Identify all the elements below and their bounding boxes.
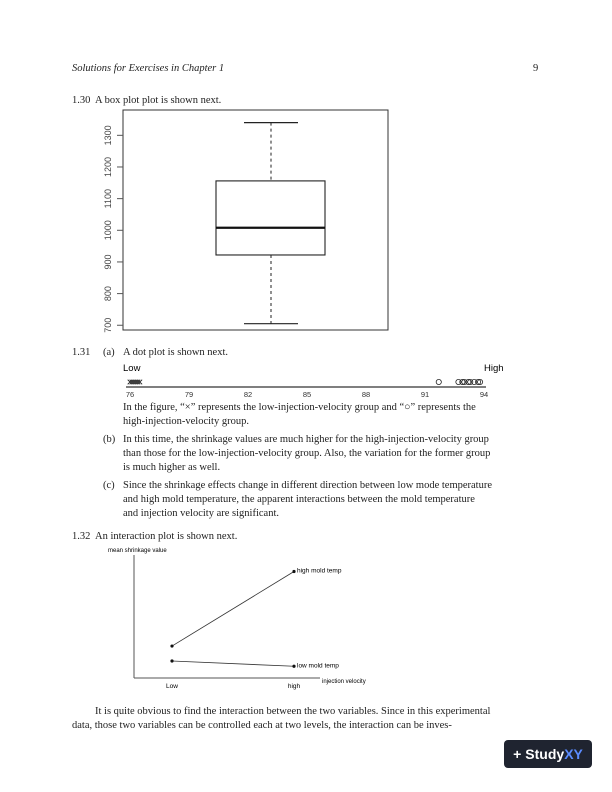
part-text: than those for the low-injection-velocity group. Also, the variation for the former group xyxy=(123,448,491,459)
x-tick-label: 88 xyxy=(361,390,371,399)
part-text: A dot plot is shown next. xyxy=(123,347,229,358)
part-text: and high mold temperature, the apparent interactions between the mold temperature xyxy=(123,494,475,505)
data-point xyxy=(170,644,173,647)
part-text: is much higher as well. xyxy=(123,462,221,473)
part-label: (b) xyxy=(103,434,116,445)
y-tick-label: 800 xyxy=(103,286,113,302)
part-text: and injection velocity are significant. xyxy=(123,508,279,519)
part-text: In this time, the shrinkage values are much higher for the high-injection-velocity group xyxy=(123,434,489,445)
x-category-label: Low xyxy=(166,683,178,690)
x-tick-label: 76 xyxy=(125,390,135,399)
x-category-label: high xyxy=(287,683,301,690)
part-text: high-injection-velocity group. xyxy=(123,416,249,427)
y-tick-label: 900 xyxy=(103,254,113,270)
exercise-number: 1.30 xyxy=(72,95,91,106)
y-tick-label: 1300 xyxy=(103,125,113,146)
exercise-text: An interaction plot is shown next. xyxy=(95,531,238,542)
exercise-number: 1.31 xyxy=(72,347,91,358)
studyxy-logo xyxy=(504,740,592,768)
x-tick-label: 82 xyxy=(243,390,253,399)
y-tick-label: 700 xyxy=(103,317,113,333)
plus-icon: + xyxy=(513,746,522,762)
series-line xyxy=(172,572,294,647)
x-tick-label: 85 xyxy=(302,390,312,399)
y-tick-label: 1000 xyxy=(103,220,113,241)
low-label: Low xyxy=(123,363,141,374)
part-label: (c) xyxy=(103,480,115,491)
x-axis-label: injection velocity xyxy=(322,679,366,685)
exercise-number: 1.32 xyxy=(72,531,91,542)
y-tick-label: 1100 xyxy=(103,188,113,209)
data-point xyxy=(292,570,295,573)
logo-text: Study xyxy=(525,746,565,762)
x-tick-label: 79 xyxy=(184,390,194,399)
data-point xyxy=(170,659,173,662)
paragraph-line: data, those two variables can be controlled each at two levels, the interaction can be inves- xyxy=(72,720,452,731)
page-number: 9 xyxy=(533,63,539,74)
logo-text: XY xyxy=(564,746,583,762)
data-point xyxy=(292,665,295,668)
series-label: low mold temp xyxy=(297,662,339,670)
high-label: High xyxy=(484,363,504,374)
x-tick-label: 91 xyxy=(420,390,430,399)
y-tick-label: 1200 xyxy=(103,156,113,177)
y-axis-label: mean shrinkage value xyxy=(108,548,167,554)
series-line xyxy=(172,661,294,666)
x-tick-label: 94 xyxy=(479,390,489,399)
part-text: In the figure, “×” represents the low-injection-velocity group and “○” represents the xyxy=(123,402,476,413)
exercise-text: A box plot plot is shown next. xyxy=(95,95,222,106)
paragraph-line: It is quite obvious to find the interaction between the two variables. Since in this experimental xyxy=(95,706,491,717)
series-label: high mold temp xyxy=(297,567,342,575)
part-label: (a) xyxy=(103,347,115,358)
part-text: Since the shrinkage effects change in different direction between low mode temperature xyxy=(123,480,493,491)
running-header: Solutions for Exercises in Chapter 1 xyxy=(72,63,225,74)
